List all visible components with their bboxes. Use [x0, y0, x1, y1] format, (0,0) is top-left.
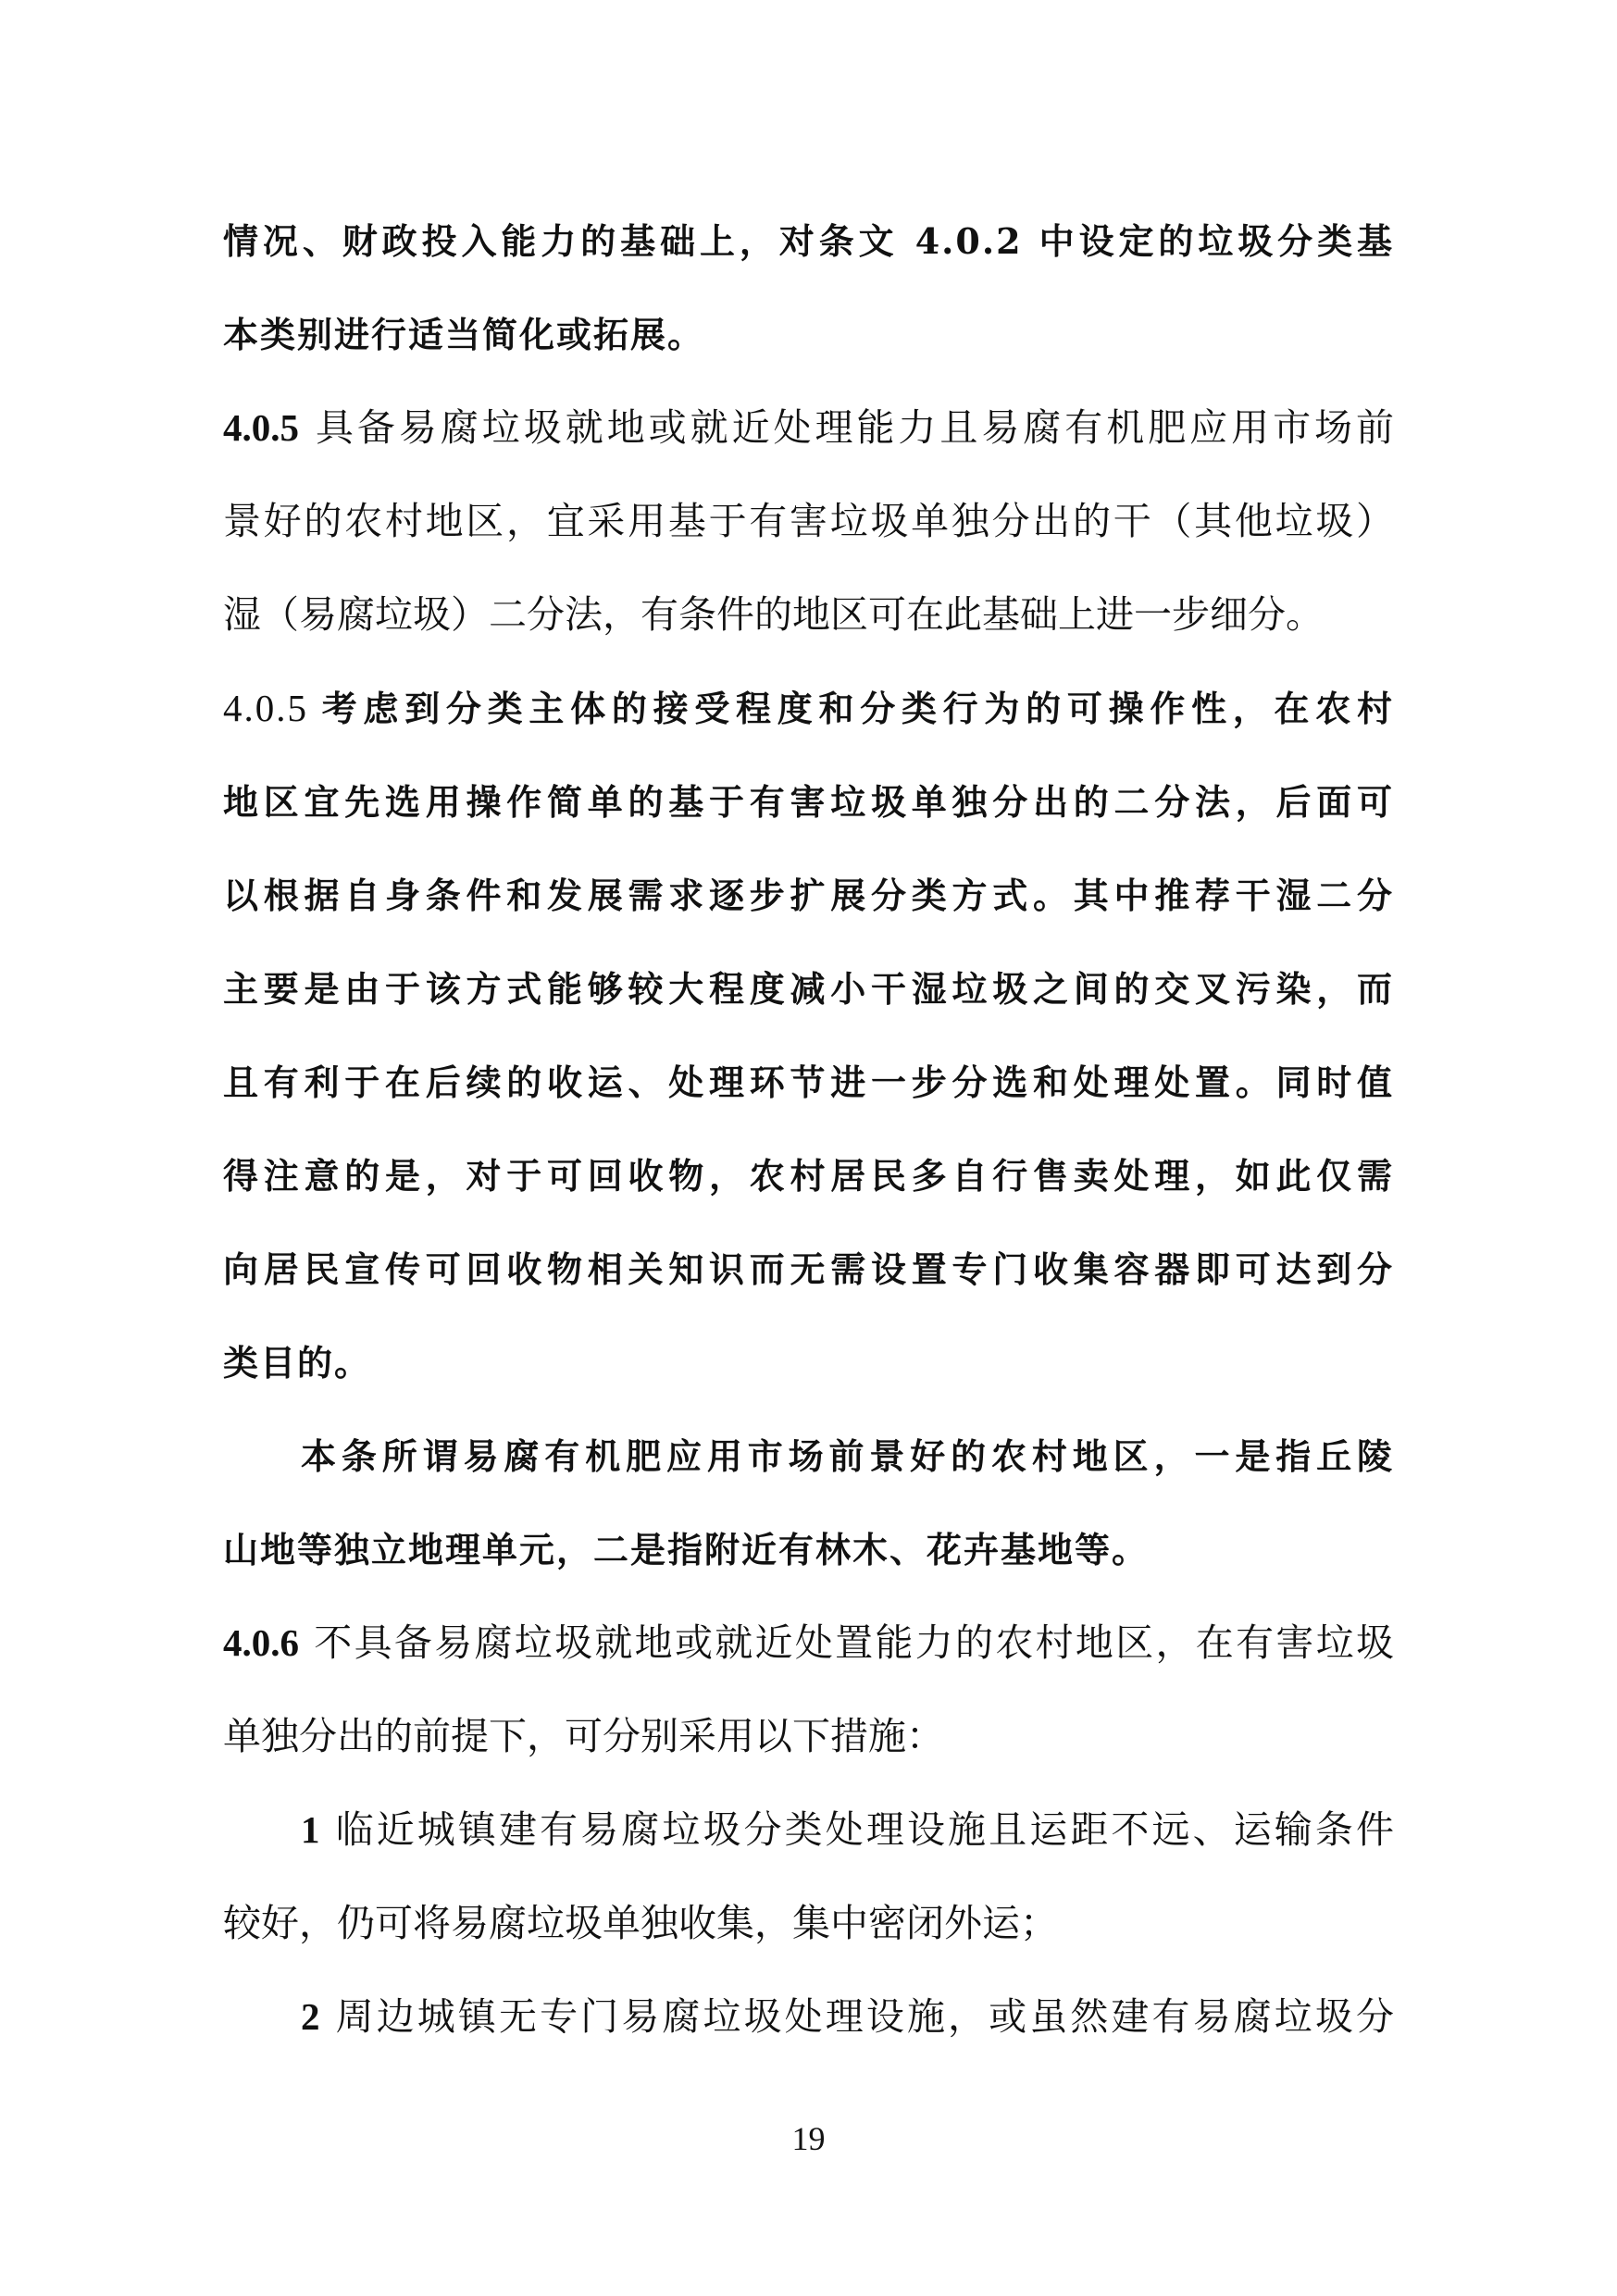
list-item-1: [223, 1783, 1394, 1970]
explanation-4-0-5: [223, 662, 1394, 1409]
explanation-text: 考虑到分类主体的接受程度和分类行为的可操作性，在农村: [317, 688, 1394, 729]
item-text: 周边城镇无专门易腐垃圾处理设施，或虽然建有易腐垃圾分: [332, 1995, 1394, 2038]
item-text: 临近城镇建有易腐垃圾分类处理设施且运距不远、运输条件: [332, 1808, 1394, 1851]
text-line: 情况、财政投入能力的基础上，对条文 4.0.2 中设定的垃圾分类基: [223, 220, 1394, 262]
text-line: 且有利于在后续的收运、处理环节进一步分选和处理处置。同时值: [223, 1061, 1394, 1103]
text-line: 主要是由于该方式能够较大程度减小干湿垃圾之间的交叉污染，而: [223, 968, 1394, 1010]
text-line: [223, 662, 1394, 755]
clause-text: 不具备易腐垃圾就地或就近处置能力的农村地区，在有害垃圾: [312, 1621, 1394, 1664]
item-number: 1: [301, 1808, 320, 1851]
text-line: [223, 1970, 1394, 2064]
text-line: 山地等独立地理单元，二是指附近有林木、花卉基地等。: [223, 1529, 1150, 1570]
page-number: 19: [791, 2120, 826, 2157]
text-line: 景好的农村地区，宜采用基于有害垃圾单独分出的干（其他垃圾）: [223, 500, 1394, 542]
text-line: 本条所谓易腐有机肥应用市场前景好的农村地区，一是指丘陵: [301, 1435, 1394, 1477]
clause-4-0-6: [223, 1596, 1394, 1783]
text-line: [223, 381, 1394, 475]
text-line: 向居民宣传可回收物相关知识而无需设置专门收集容器即可达到分: [223, 1248, 1394, 1290]
paragraph-explain-continuation: [223, 194, 1394, 381]
clause-number: 4.0.5: [223, 406, 299, 449]
text-line: 较好，仍可将易腐垃圾单独收集，集中密闭外运；: [223, 1902, 1058, 1944]
text-line: 得注意的是，对于可回收物，农村居民多自行售卖处理，如此仅需: [223, 1155, 1394, 1197]
text-line: [223, 1596, 1394, 1690]
text-line: 地区宜先选用操作简单的基于有害垃圾单独分出的二分法，后面可: [223, 781, 1394, 823]
explanation-paragraph: [223, 1409, 1394, 1596]
text-line: 以根据自身条件和发展需求逐步扩展分类方式。其中推荐干湿二分: [223, 875, 1394, 916]
list-item-2: [223, 1970, 1394, 2064]
clause-4-0-5: [223, 381, 1394, 662]
clause-number: 4.0.6: [223, 1621, 299, 1664]
text-line: 湿（易腐垃圾）二分法，有条件的地区可在此基础上进一步细分。: [223, 593, 1324, 636]
text-line: 本类别进行适当简化或拓展。: [223, 314, 705, 355]
clause-text: 具备易腐垃圾就地或就近处理能力且易腐有机肥应用市场前: [312, 406, 1394, 449]
text-line: [223, 1783, 1394, 1877]
item-number: 2: [301, 1995, 320, 2038]
text-line: 单独分出的前提下，可分别采用以下措施：: [223, 1715, 944, 1757]
explanation-number: 4.0.5: [223, 687, 308, 729]
text-line: 类目的。: [223, 1342, 372, 1384]
